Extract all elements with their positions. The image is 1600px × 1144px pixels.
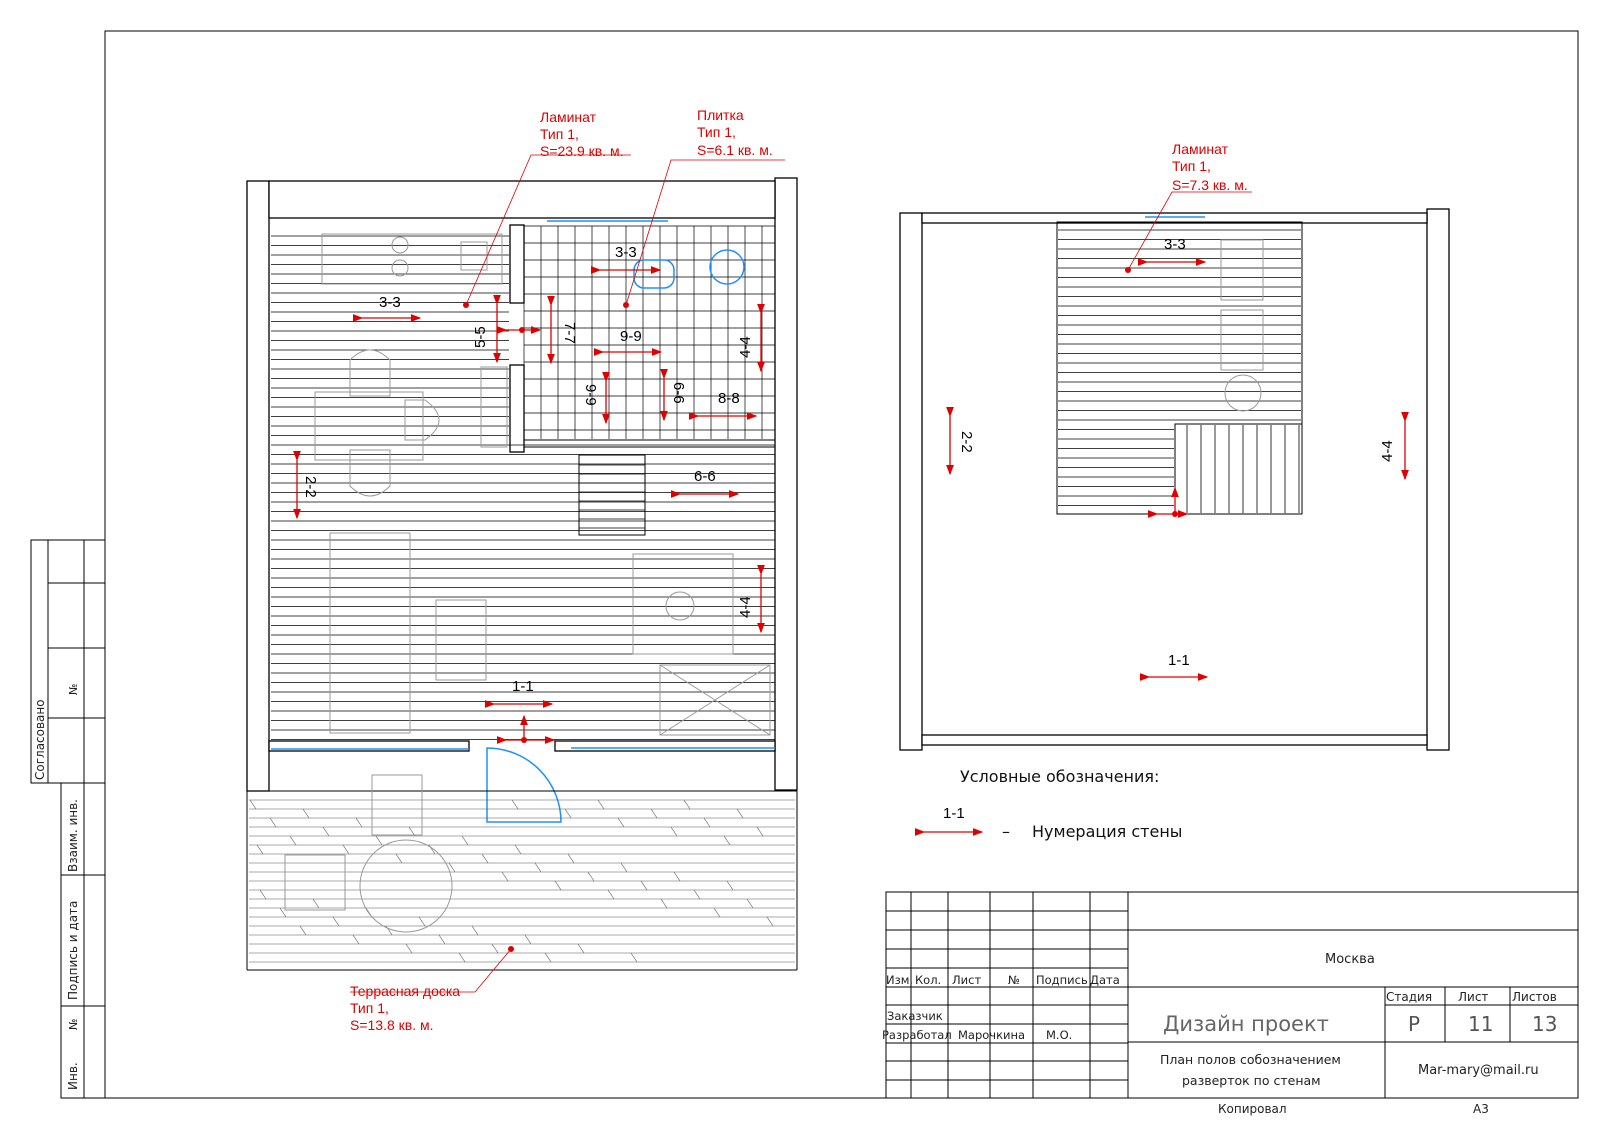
svg-text:1-1: 1-1	[1168, 652, 1190, 669]
svg-text:Дата: Дата	[1090, 973, 1120, 987]
svg-text:3-3: 3-3	[1164, 236, 1186, 253]
leaders	[350, 155, 1252, 992]
svg-text:S=13.8 кв. м.: S=13.8 кв. м.	[350, 1017, 434, 1033]
legend-description: Нумерация стены	[1032, 822, 1183, 841]
svg-text:Копировал: Копировал	[1218, 1102, 1287, 1116]
wall-marks-plan2	[950, 236, 1405, 677]
svg-text:9-9: 9-9	[582, 384, 599, 406]
svg-text:Тип 1,: Тип 1,	[350, 1000, 389, 1016]
svg-text:6-6: 6-6	[670, 382, 687, 404]
svg-text:2-2: 2-2	[302, 476, 319, 498]
city: Москва	[1325, 952, 1375, 967]
legend-sample-mark: 1-1	[943, 805, 965, 822]
agreed-no-label: №	[67, 683, 80, 695]
inv-no-mark: №	[67, 1018, 80, 1030]
svg-text:Ламинат: Ламинат	[540, 109, 597, 125]
svg-text:S=7.3 кв. м.: S=7.3 кв. м.	[1172, 177, 1248, 193]
svg-text:4-4: 4-4	[1379, 440, 1396, 462]
legend	[924, 767, 1182, 841]
svg-text:3-3: 3-3	[379, 294, 401, 311]
legend-title: Условные обозначения:	[960, 767, 1160, 786]
svg-text:5-5: 5-5	[472, 326, 489, 348]
title-block-text	[882, 952, 1557, 1116]
email: Mar-mary@mail.ru	[1418, 1063, 1539, 1078]
wall-bottom-right	[555, 741, 775, 751]
agreed-label: Согласовано	[33, 699, 47, 780]
svg-text:13: 13	[1532, 1012, 1558, 1036]
svg-text:4-4: 4-4	[737, 596, 754, 618]
svg-text:Лист: Лист	[1458, 990, 1489, 1004]
entrance-door	[487, 748, 561, 822]
left-stamp	[31, 540, 105, 1098]
floor-label-laminate-1	[540, 109, 624, 159]
svg-text:А3: А3	[1473, 1102, 1489, 1116]
project-name: Дизайн проект	[1163, 1012, 1329, 1036]
svg-text:Террасная доска: Террасная доска	[350, 983, 461, 999]
svg-text:9-9: 9-9	[620, 328, 642, 345]
svg-text:разверток по стенам: разверток по стенам	[1182, 1073, 1321, 1088]
svg-text:6-6: 6-6	[694, 468, 716, 485]
svg-text:7-7: 7-7	[561, 322, 578, 344]
svg-text:Тип 1,: Тип 1,	[540, 126, 579, 142]
svg-text:Тип 1,: Тип 1,	[697, 124, 736, 140]
svg-text:8-8: 8-8	[718, 390, 740, 407]
terrace-hatch	[247, 791, 797, 970]
svg-text:Подпись: Подпись	[1036, 973, 1088, 987]
svg-text:Плитка: Плитка	[697, 107, 744, 123]
svg-text:1-1: 1-1	[512, 678, 534, 695]
wall-marks-plan1	[297, 244, 761, 743]
svg-text:Заказчик: Заказчик	[887, 1009, 943, 1023]
inv-no-label: Инв.	[66, 1062, 80, 1090]
svg-text:Кол.: Кол.	[915, 973, 942, 987]
ground-floor-plan	[247, 178, 797, 970]
svg-text:Ламинат: Ламинат	[1172, 141, 1229, 157]
floor-label-laminate-2	[1172, 141, 1248, 193]
wall-left	[247, 181, 269, 791]
svg-text:Р: Р	[1408, 1012, 1421, 1036]
svg-text:План полов собозначением: План полов собозначением	[1160, 1052, 1341, 1067]
svg-text:М.О.: М.О.	[1046, 1028, 1073, 1042]
svg-text:3-3: 3-3	[615, 244, 637, 261]
svg-text:S=6.1 кв. м.: S=6.1 кв. м.	[697, 142, 773, 158]
svg-text:11: 11	[1468, 1012, 1494, 1036]
svg-text:Разработал: Разработал	[882, 1028, 952, 1042]
laminate-hatch	[271, 236, 775, 740]
legend-dash: –	[1002, 822, 1010, 841]
svg-text:Тип 1,: Тип 1,	[1172, 158, 1211, 174]
svg-text:2-2: 2-2	[958, 431, 975, 453]
svg-text:Листов: Листов	[1512, 990, 1557, 1004]
sign-date-label: Подпись и дата	[66, 900, 80, 1000]
wall-right	[775, 178, 797, 790]
svg-text:№: №	[1008, 973, 1020, 987]
svg-text:Стадия: Стадия	[1386, 990, 1433, 1004]
floor-label-terrace	[350, 983, 460, 1033]
floor-label-tile	[697, 107, 773, 158]
svg-text:Изм.: Изм.	[886, 973, 914, 987]
svg-text:4-4: 4-4	[737, 336, 754, 358]
svg-text:Марочкина: Марочкина	[958, 1028, 1026, 1042]
inv-vz-label: Взаим. инв.	[66, 799, 80, 872]
svg-text:S=23.9 кв. м.: S=23.9 кв. м.	[540, 143, 624, 159]
svg-text:Лист: Лист	[952, 973, 982, 987]
upper-laminate-hatch	[1058, 230, 1301, 506]
wall-top	[269, 181, 775, 218]
